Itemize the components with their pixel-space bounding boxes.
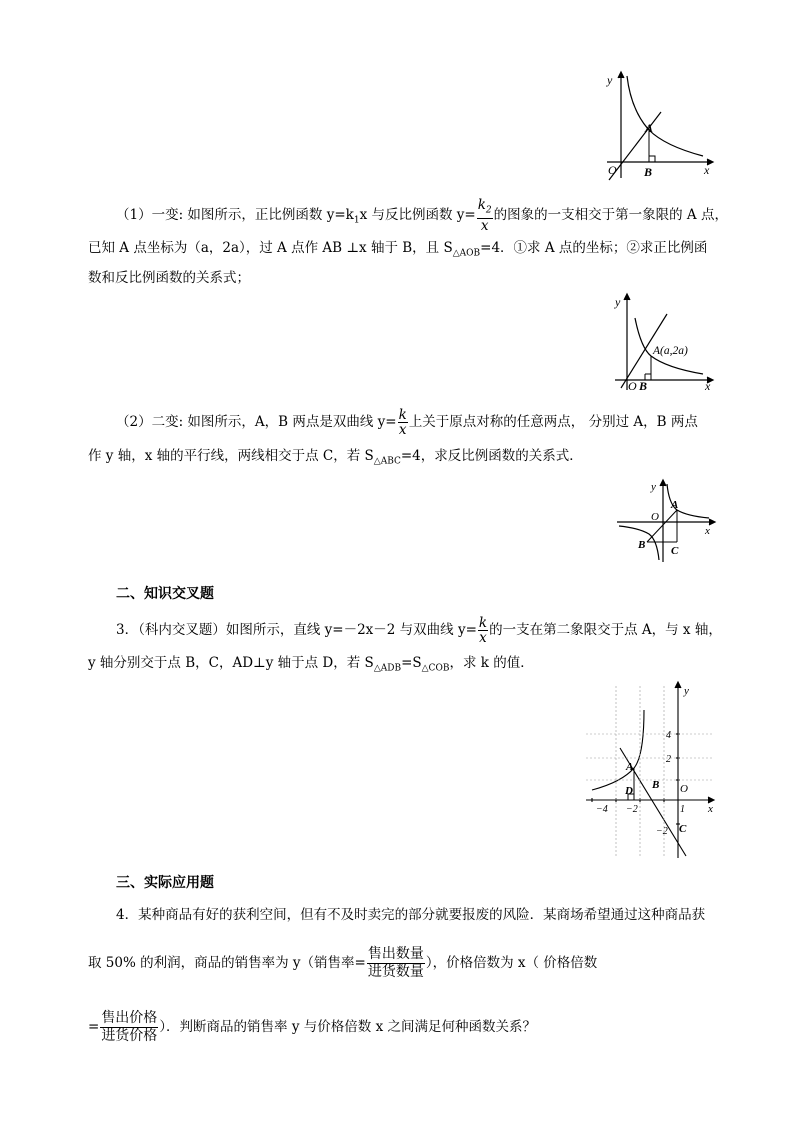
svg-text:2: 2 — [666, 754, 671, 765]
svg-text:4: 4 — [666, 730, 671, 741]
svg-text:O: O — [628, 379, 637, 393]
svg-text:A(a,2a): A(a,2a) — [653, 345, 688, 357]
q1-line-3: 数和反比例函数的关系式； — [88, 270, 250, 286]
figure-3 — [611, 478, 717, 566]
q3-line-1: 3．（科内交叉题）如图所示，直线 y=－2x－2 与双曲线 y= $\frac{k}{x}$ 的一支在第二象限交于点 A，与 x 轴， — [116, 615, 722, 646]
svg-text:A: A — [626, 761, 634, 773]
svg-text:D: D — [625, 785, 633, 797]
figure-2 — [611, 292, 717, 394]
point-a-label: A — [645, 121, 654, 135]
q2-line-1: （2）二变: 如图所示，A，B 两点是双曲线 y= $\frac{k}{x}$ 上关于原点对称的任意两点， 分别过 A，B 两点 — [116, 407, 698, 438]
svg-text:−2: −2 — [656, 826, 668, 837]
svg-text:−4: −4 — [596, 804, 608, 815]
figure-4 — [582, 680, 718, 862]
section-3-title: 三、实际应用题 — [116, 875, 214, 891]
q4-line-1: 4．某种商品有好的获利空间，但有不及时卖完的部分就要报废的风险．某商场希望通过这种商品获 — [116, 907, 706, 923]
q1-line-2: 已知 A 点坐标为（a，2a），过 A 点作 AB ⊥x 轴于 B，且 $S_{\triangle AOB}=4$．①求 A 点的坐标；②求正比例函 — [88, 240, 708, 259]
svg-text:y: y — [615, 295, 621, 309]
svg-text:O: O — [680, 783, 688, 795]
point-b-label: B — [644, 165, 653, 179]
svg-text:−2: −2 — [626, 804, 638, 815]
svg-text:1: 1 — [680, 804, 685, 815]
svg-text:y: y — [684, 685, 689, 697]
q3-line-2: y 轴分别交于点 B，C，AD⊥y 轴于点 D，若 $S_{\triangle ADB}=S_{\triangle COB}$，求 k 的值． — [88, 655, 534, 674]
section-2-title: 二、知识交叉题 — [116, 586, 214, 602]
svg-text:y: y — [651, 481, 656, 493]
q4-line-2: 取 50% 的利润，商品的销售率为 y（销售率= $\frac{\text{售出数量}}{\text{进货数量}}$ ），价格倍数为 x（ 价格倍数 — [88, 946, 598, 980]
svg-text:C: C — [679, 823, 687, 835]
figure-1 — [603, 70, 717, 182]
svg-text:B: B — [638, 539, 646, 551]
svg-text:O: O — [651, 511, 659, 523]
q1-fraction: $\frac{k_2}{x}$ — [477, 197, 492, 234]
origin-label: O — [608, 163, 617, 177]
svg-text:B: B — [652, 779, 660, 791]
svg-text:x: x — [705, 379, 711, 393]
y-label: y — [607, 73, 613, 87]
svg-text:x: x — [708, 803, 713, 815]
svg-text:C: C — [671, 545, 679, 557]
hyperbola-curve — [627, 76, 703, 156]
q4-line-3: = $\frac{\text{售出价格}}{\text{进货价格}}$ ）．判断商品的销售率 y 与价格倍数 x 之间满足何种函数关系？ — [88, 1010, 536, 1044]
x-label: x — [704, 163, 710, 177]
svg-text:A: A — [671, 499, 679, 511]
svg-text:x: x — [705, 525, 710, 537]
svg-text:B: B — [639, 379, 648, 393]
q1-line-1: （1）一变: 如图所示，正比例函数 $y=k_1x$ 与反比例函数 y= $\frac{k_2}{x}$ 的图象的一支相交于第一象限的 A 点， — [116, 197, 728, 234]
proportional-line — [609, 112, 661, 180]
q2-line-2: 作 y 轴，x 轴的平行线，两线相交于点 C，若 $S_{\triangle ABC}=4$，求反比例函数的关系式． — [88, 448, 583, 467]
